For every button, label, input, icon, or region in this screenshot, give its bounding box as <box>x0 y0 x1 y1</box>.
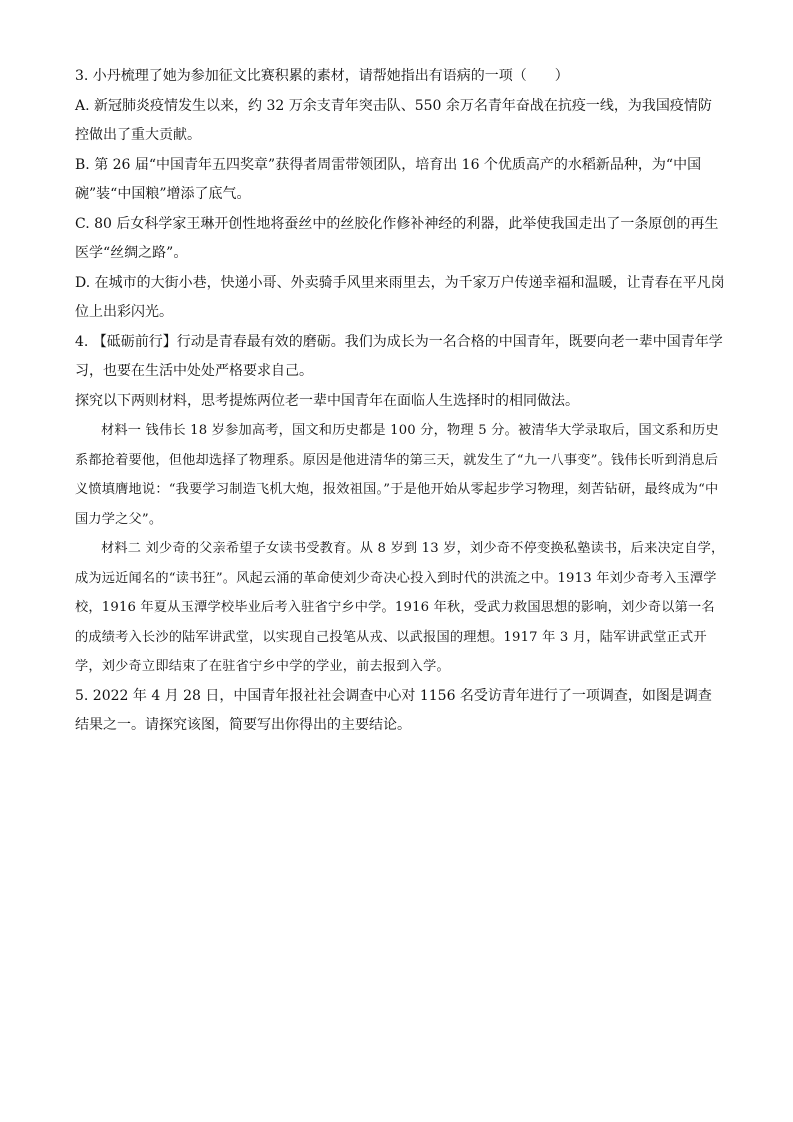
question-4-material-1: 材料一 钱伟长 18 岁参加高考，国文和历史都是 100 分，物理 5 分。被清华大学录取后，国文系和历史系都抢着要他，但他却选择了物理系。原因是他进清华的第三天，就发生了“九一八事变”。钱伟长听到消息后义愤填膺地说：“我要学习制造飞机大炮，报效祖国。”于是他开始从零起步学习物理，刻苦钻研，最终成为“中国力学之父”。 <box>75 423 719 527</box>
question-4-stem: 4. 【砥砺前行】行动是青春最有效的磨砺。我们为成长为一名合格的中国青年，既要向老一辈中国青年学习，也要在生活中处处严格要求自己。 <box>75 333 723 379</box>
question-3-option-c: C. 80 后女科学家王琳开创性地将蚕丝中的丝胶化作修补神经的利器，此举使我国走出了一条原创的再生医学“丝绸之路”。 <box>75 215 719 261</box>
question-5-stem: 5. 2022 年 4 月 28 日，中国青年报社社会调查中心对 1156 名受访青年进行了一项调查，如图是调查结果之一。请探究该图，简要写出你得出的主要结论。 <box>75 687 712 733</box>
question-4-instruction: 探究以下两则材料，思考提炼两位老一辈中国青年在面临人生选择时的相同做法。 <box>75 392 579 409</box>
question-3-option-b: B. 第 26 届“中国青年五四奖章”获得者周雷带领团队，培育出 16 个优质高产的水稻新品种，为“中国碗”装“中国粮”增添了底气。 <box>75 156 702 202</box>
exam-page <box>75 62 725 741</box>
question-3-option-a: A. 新冠肺炎疫情发生以来，约 32 万余支青年突击队、550 余万名青年奋战在抗疫一线，为我国疫情防控做出了重大贡献。 <box>75 97 712 143</box>
question-3-stem: 3. 小丹梳理了她为参加征文比赛积累的素材，请帮她指出有语病的一项（ ） <box>75 68 569 84</box>
question-4-material-2: 材料二 刘少奇的父亲希望子女读书受教育。从 8 岁到 13 岁，刘少奇不停变换私塾读书，后来决定自学，成为远近闻名的“读书狂”。风起云涌的革命使刘少奇决心投入到时代的洪流之中。1913 年刘少奇考入玉潭学校，1916 年夏从玉潭学校毕业后考入驻省宁乡中学。1916 年秋，受武力救国思想的影响，刘少奇以第一名的成绩考入长沙的陆军讲武堂，以实现自己投笔从戎、以武报国的理想。1917 年 3 月，陆军讲武堂正式开学，刘少奇立即结束了在驻省宁乡中学的学业，前去报到入学。 <box>75 541 725 674</box>
question-3-option-d: D. 在城市的大街小巷，快递小哥、外卖骑手风里来雨里去，为千家万户传递幸福和温暖，让青春在平凡岗位上出彩闪光。 <box>75 274 725 320</box>
